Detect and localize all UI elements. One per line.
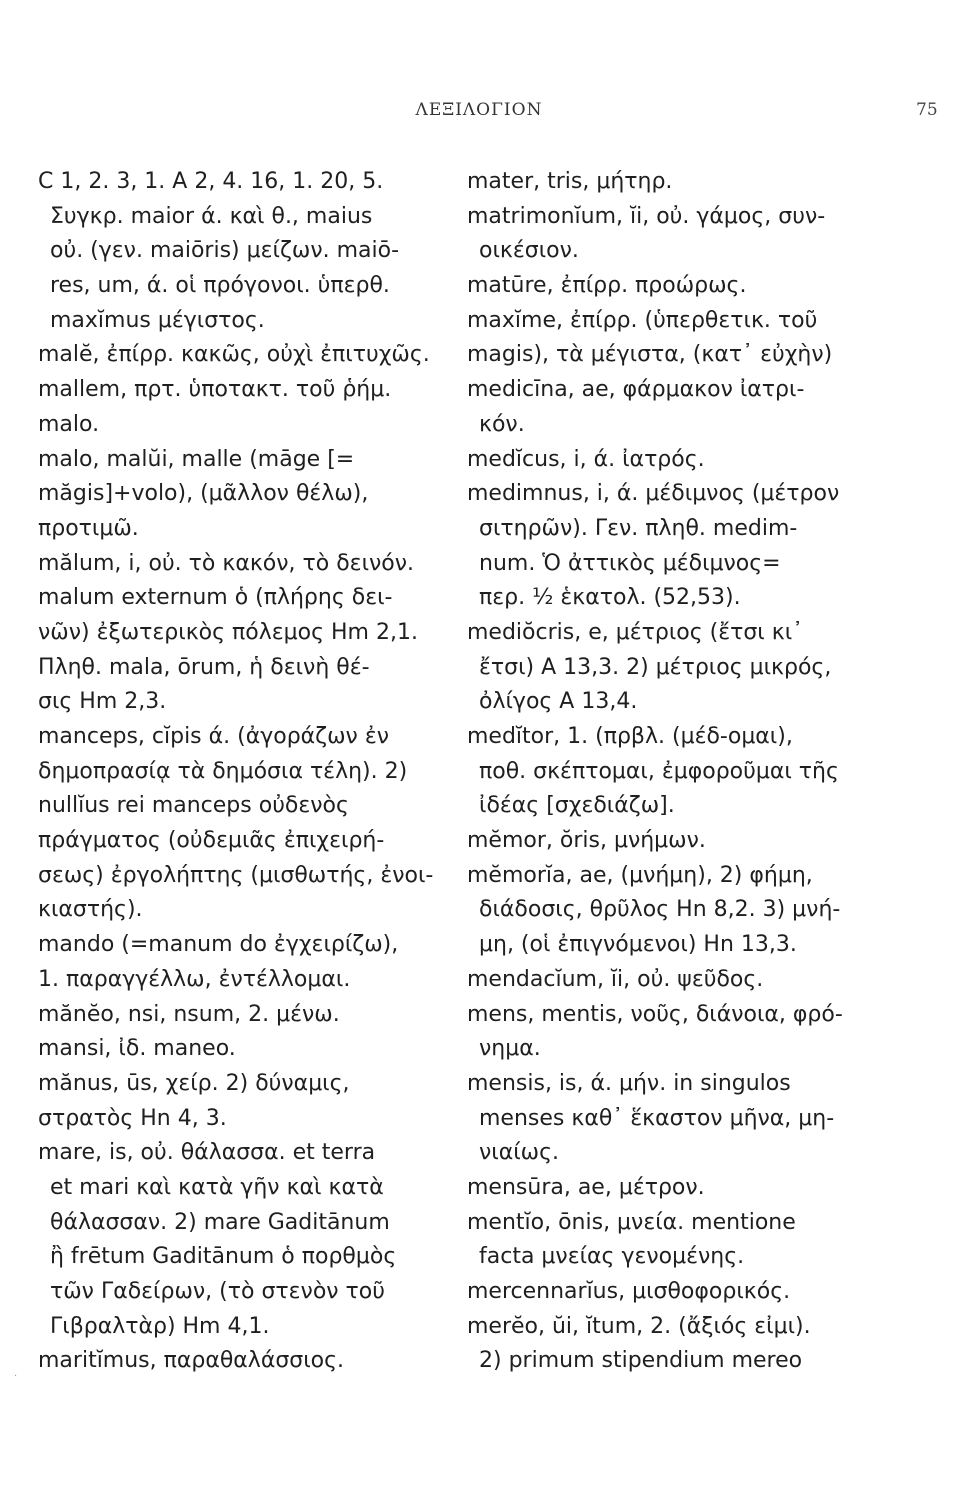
entry-line: προτιμῶ.	[38, 515, 139, 541]
entry-line: μη, (οἱ ἐπιγνόμενοι) Hn 13,3.	[479, 932, 797, 958]
entry-line: mens, mentis, νοῦς, διάνοια, φρό-	[467, 1001, 843, 1027]
entry-line: οὐ. (γεν. maiōris) μείζων. maiō-	[50, 238, 400, 264]
entry-line: matrimonĭum, ĭi, οὐ. γάμος, συν-	[467, 203, 826, 229]
entry-line: mallem, πρτ. ὑποτακτ. τοῦ ῥήμ.	[38, 377, 392, 403]
entry-line: Γιβραλτὰρ) Hm 4,1.	[50, 1313, 270, 1339]
entry-line: νημα.	[479, 1036, 541, 1062]
entry-line: matūre, ἐπίρρ. προώρως.	[467, 273, 747, 299]
entry-line: num. Ὁ ἀττικὸς μέδιμνος=	[479, 550, 781, 576]
entry-line: δημοπρασίᾳ τὰ δημόσια τέλη). 2)	[38, 758, 408, 784]
entry-line: malo.	[38, 411, 100, 437]
entry-line: 2) primum stipendium mereo	[479, 1348, 803, 1374]
entry-line: res, um, ά. οἱ πρόγονοι. ὑπερθ.	[50, 273, 390, 299]
entry-line: maritĭmus, παραθαλάσσιος.	[38, 1348, 345, 1374]
entry-line: et mari καὶ κατὰ γῆν καὶ κατὰ	[50, 1174, 384, 1200]
entry-line: ἰδέας [σχεδιάζω].	[479, 793, 675, 819]
entry-line: mensūra, ae, μέτρον.	[467, 1174, 705, 1200]
entry-line: malo, malŭi, malle (māge [=	[38, 446, 355, 472]
ink-speck: ·	[14, 1371, 18, 1382]
entry-line: Πληθ. mala, ōrum, ἡ δεινὴ θέ-	[38, 654, 370, 680]
entry-line: malĕ, ἐπίρρ. κακῶς, οὐχὶ ἐπιτυχῶς.	[38, 342, 430, 368]
running-title: ΛΕΞΙΛΟΓΙΟΝ	[415, 100, 543, 120]
entry-line: facta μνείας γενομένης.	[479, 1244, 745, 1270]
entry-line: σιτηρῶν). Γεν. πληθ. medim-	[479, 515, 798, 541]
entry-line: mĕmor, ŏris, μνήμων.	[467, 828, 706, 854]
entry-line: σεως) ἐργολήπτης (μισθωτής, ἐνοι-	[38, 862, 434, 888]
entry-line: mĕmorĭa, ae, (μνήμη), 2) φήμη,	[467, 862, 813, 888]
entry-line: medicīna, ae, φάρμακον ἰατρι-	[467, 377, 805, 403]
entry-line: mediŏcris, e, μέτριος (ἔτσι κι᾽	[467, 619, 804, 645]
entry-line: ἢ frētum Gaditānum ὁ πορθμὸς	[50, 1244, 397, 1270]
entry-line: 1. παραγγέλλω, ἐντέλλομαι.	[38, 966, 351, 992]
entry-line: σις Hm 2,3.	[38, 689, 167, 715]
entry-line: ὀλίγος A 13,4.	[479, 689, 638, 715]
entry-line: νῶν) ἐξωτερικὸς πόλεμος Hm 2,1.	[38, 619, 418, 645]
entry-line: menses καθ᾽ ἕκαστον μῆνα, μη-	[479, 1105, 835, 1131]
entry-line: maxĭmus μέγιστος.	[50, 307, 265, 333]
entry-line: οικέσιον.	[479, 238, 579, 264]
entry-line: mensis, is, ά. μήν. in singulos	[467, 1070, 791, 1096]
entry-line: nullĭus rei manceps οὐδενὸς	[38, 793, 349, 819]
entry-line: περ. ½ ἑκατολ. (52,53).	[479, 585, 741, 611]
left-column	[38, 165, 468, 1379]
entry-line: Συγκρ. maior ά. καὶ θ., maius	[50, 203, 373, 229]
entry-line: malum externum ὁ (πλήρης δει-	[38, 585, 393, 611]
entry-line: στρατὸς Hn 4, 3.	[38, 1105, 227, 1131]
entry-line: ποθ. σκέπτομαι, ἐμφοροῦμαι τῆς	[479, 758, 839, 784]
entry-line: διάδοσις, θρῦλος Hn 8,2. 3) μνή-	[479, 897, 841, 923]
entry-line: mare, is, οὐ. θάλασσα. et terra	[38, 1140, 376, 1166]
entry-line: C 1, 2. 3, 1. A 2, 4. 16, 1. 20, 5.	[38, 169, 384, 194]
entry-line: κιαστής).	[38, 897, 143, 923]
entry-line: mater, tris, μήτηρ.	[467, 169, 673, 194]
entry-line: mănus, ūs, χείρ. 2) δύναμις,	[38, 1070, 350, 1096]
entry-line: νιαίως.	[479, 1140, 560, 1166]
entry-line: κόν.	[479, 411, 525, 437]
entry-line: τῶν Γαδείρων, (τὸ στενὸν τοῦ	[50, 1279, 385, 1304]
entry-line: ἔτσι) A 13,3. 2) μέτριος μικρός,	[479, 654, 832, 680]
entry-line: πράγματος (οὐδεμιᾶς ἐπιχειρή-	[38, 828, 385, 854]
entry-line: mansi, ἰδ. maneo.	[38, 1036, 236, 1062]
entry-line: θάλασσαν. 2) mare Gaditānum	[50, 1209, 390, 1235]
right-column	[467, 165, 897, 1379]
entry-line: mando (=manum do ἐγχειρίζω),	[38, 932, 399, 958]
page-number: 75	[916, 100, 938, 120]
entry-line: mendacĭum, ĭi, οὐ. ψεῦδος.	[467, 966, 764, 992]
entry-line: magis), τὰ μέγιστα, (κατ᾽ εὐχὴν)	[467, 342, 833, 368]
entry-line: medĭtor, 1. (πρβλ. (μέδ-ομαι),	[467, 724, 793, 749]
entry-line: medimnus, i, ά. μέδιμνος (μέτρον	[467, 481, 840, 507]
entry-line: mănĕo, nsi, nsum, 2. μένω.	[38, 1001, 340, 1027]
entry-line: mălum, i, οὐ. τὸ κακόν, τὸ δεινόν.	[38, 550, 415, 576]
entry-line: măgis]+volo), (μᾶλλον θέλω),	[38, 481, 369, 507]
entry-line: merĕo, ŭi, ĭtum, 2. (ἄξιός εἰμι).	[467, 1313, 811, 1339]
entry-line: manceps, cĭpis ά. (ἀγοράζων ἐν	[38, 724, 390, 749]
entry-line: mentĭo, ōnis, μνεία. mentione	[467, 1209, 796, 1235]
entry-line: medĭcus, i, ά. ἰατρός.	[467, 446, 705, 472]
entry-line: maxĭme, ἐπίρρ. (ὑπερθετικ. τοῦ	[467, 307, 818, 333]
entry-line: mercennarĭus, μισθοφορικός.	[467, 1279, 791, 1304]
